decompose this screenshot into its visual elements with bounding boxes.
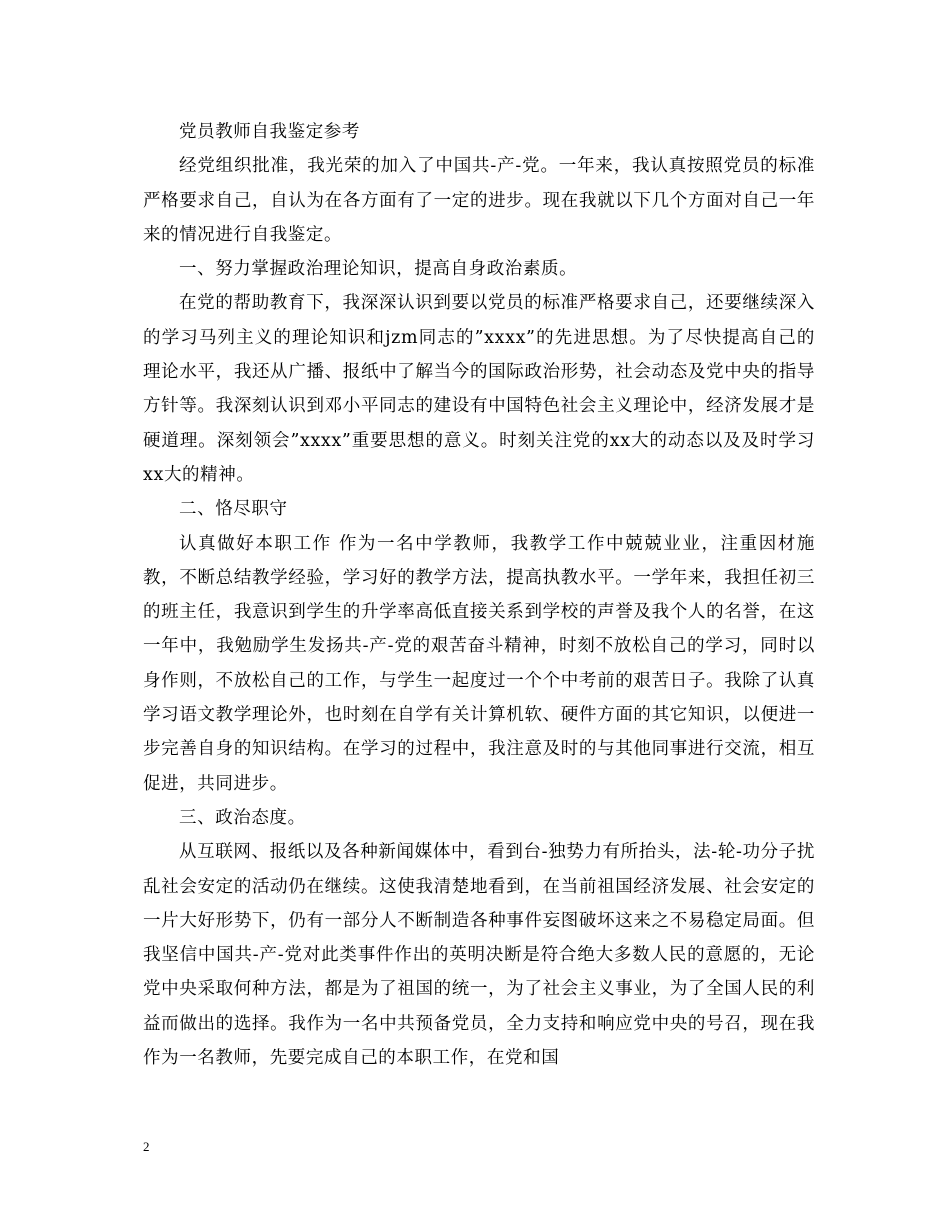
section-heading-1: 一、努力掌握政治理论知识，提高自身政治素质。	[179, 259, 578, 280]
paragraph-section-1: 在党的帮助教育下，我深深认识到要以党员的标准严格要求自己，还要继续深入的学习马列主义的理论知识和jzm同志的”xxxx”的先进思想。为了尽快提高自己的理论水平，我还从广播、报纸中了解当今的国际政治形势，社会动态及党中央的指导方针等。我深刻认识到邓小平同志的建设有中国特色社会主义理论中，经济发展才是硬道理。深刻领会”xxxx”重要思想的意义。时刻关注党的xx大的动态以及及时学习xx大的精神。	[143, 293, 815, 485]
section-heading-2: 二、恪尽职守	[179, 499, 288, 520]
paragraph-section-2: 认真做好本职工作 作为一名中学教师，我教学工作中兢兢业业，注重因材施教，不断总结教学经验，学习好的教学方法，提高执教水平。一学年来，我担任初三的班主任，我意识到学生的升学率高低直接关系到学校的声誉及我个人的名誉，在这一年中，我勉励学生发扬共-产-党的艰苦奋斗精神，时刻不放松自己的学习，同时以身作则，不放松自己的工作，与学生一起度过一个个中考前的艰苦日子。我除了认真学习语文教学理论外，也时刻在自学有关计算机软、硬件方面的其它知识，以便进一步完善自身的知识结构。在学习的过程中，我注意及时的与其他同事进行交流，相互促进，共同进步。	[143, 533, 815, 794]
document-title: 党员教师自我鉴定参考	[179, 122, 360, 142]
section-heading-3: 三、政治态度。	[179, 807, 306, 828]
paragraph-section-3: 从互联网、报纸以及各种新闻媒体中，看到台-独势力有所抬头，法-轮-功分子扰乱社会安定的活动仍在继续。这使我清楚地看到，在当前祖国经济发展、社会安定的一片大好形势下，仍有一部分人不断制造各种事件妄图破坏这来之不易稳定局面。但我坚信中国共-产-党对此类事件作出的英明决断是符合绝大多数人民的意愿的，无论党中央采取何种方法，都是为了祖国的统一，为了社会主义事业，为了全国人民的利益而做出的选择。我作为一名中共预备党员，全力支持和响应党中央的号召，现在我作为一名教师，先要完成自己的本职工作，在党和国	[143, 842, 815, 1069]
document-body	[143, 115, 815, 1075]
page-number: 2	[143, 1139, 150, 1154]
paragraph-intro: 经党组织批准，我光荣的加入了中国共-产-党。一年来，我认真按照党员的标准严格要求自己，自认为在各方面有了一定的进步。现在我就以下几个方面对自己一年来的情况进行自我鉴定。	[143, 156, 815, 245]
